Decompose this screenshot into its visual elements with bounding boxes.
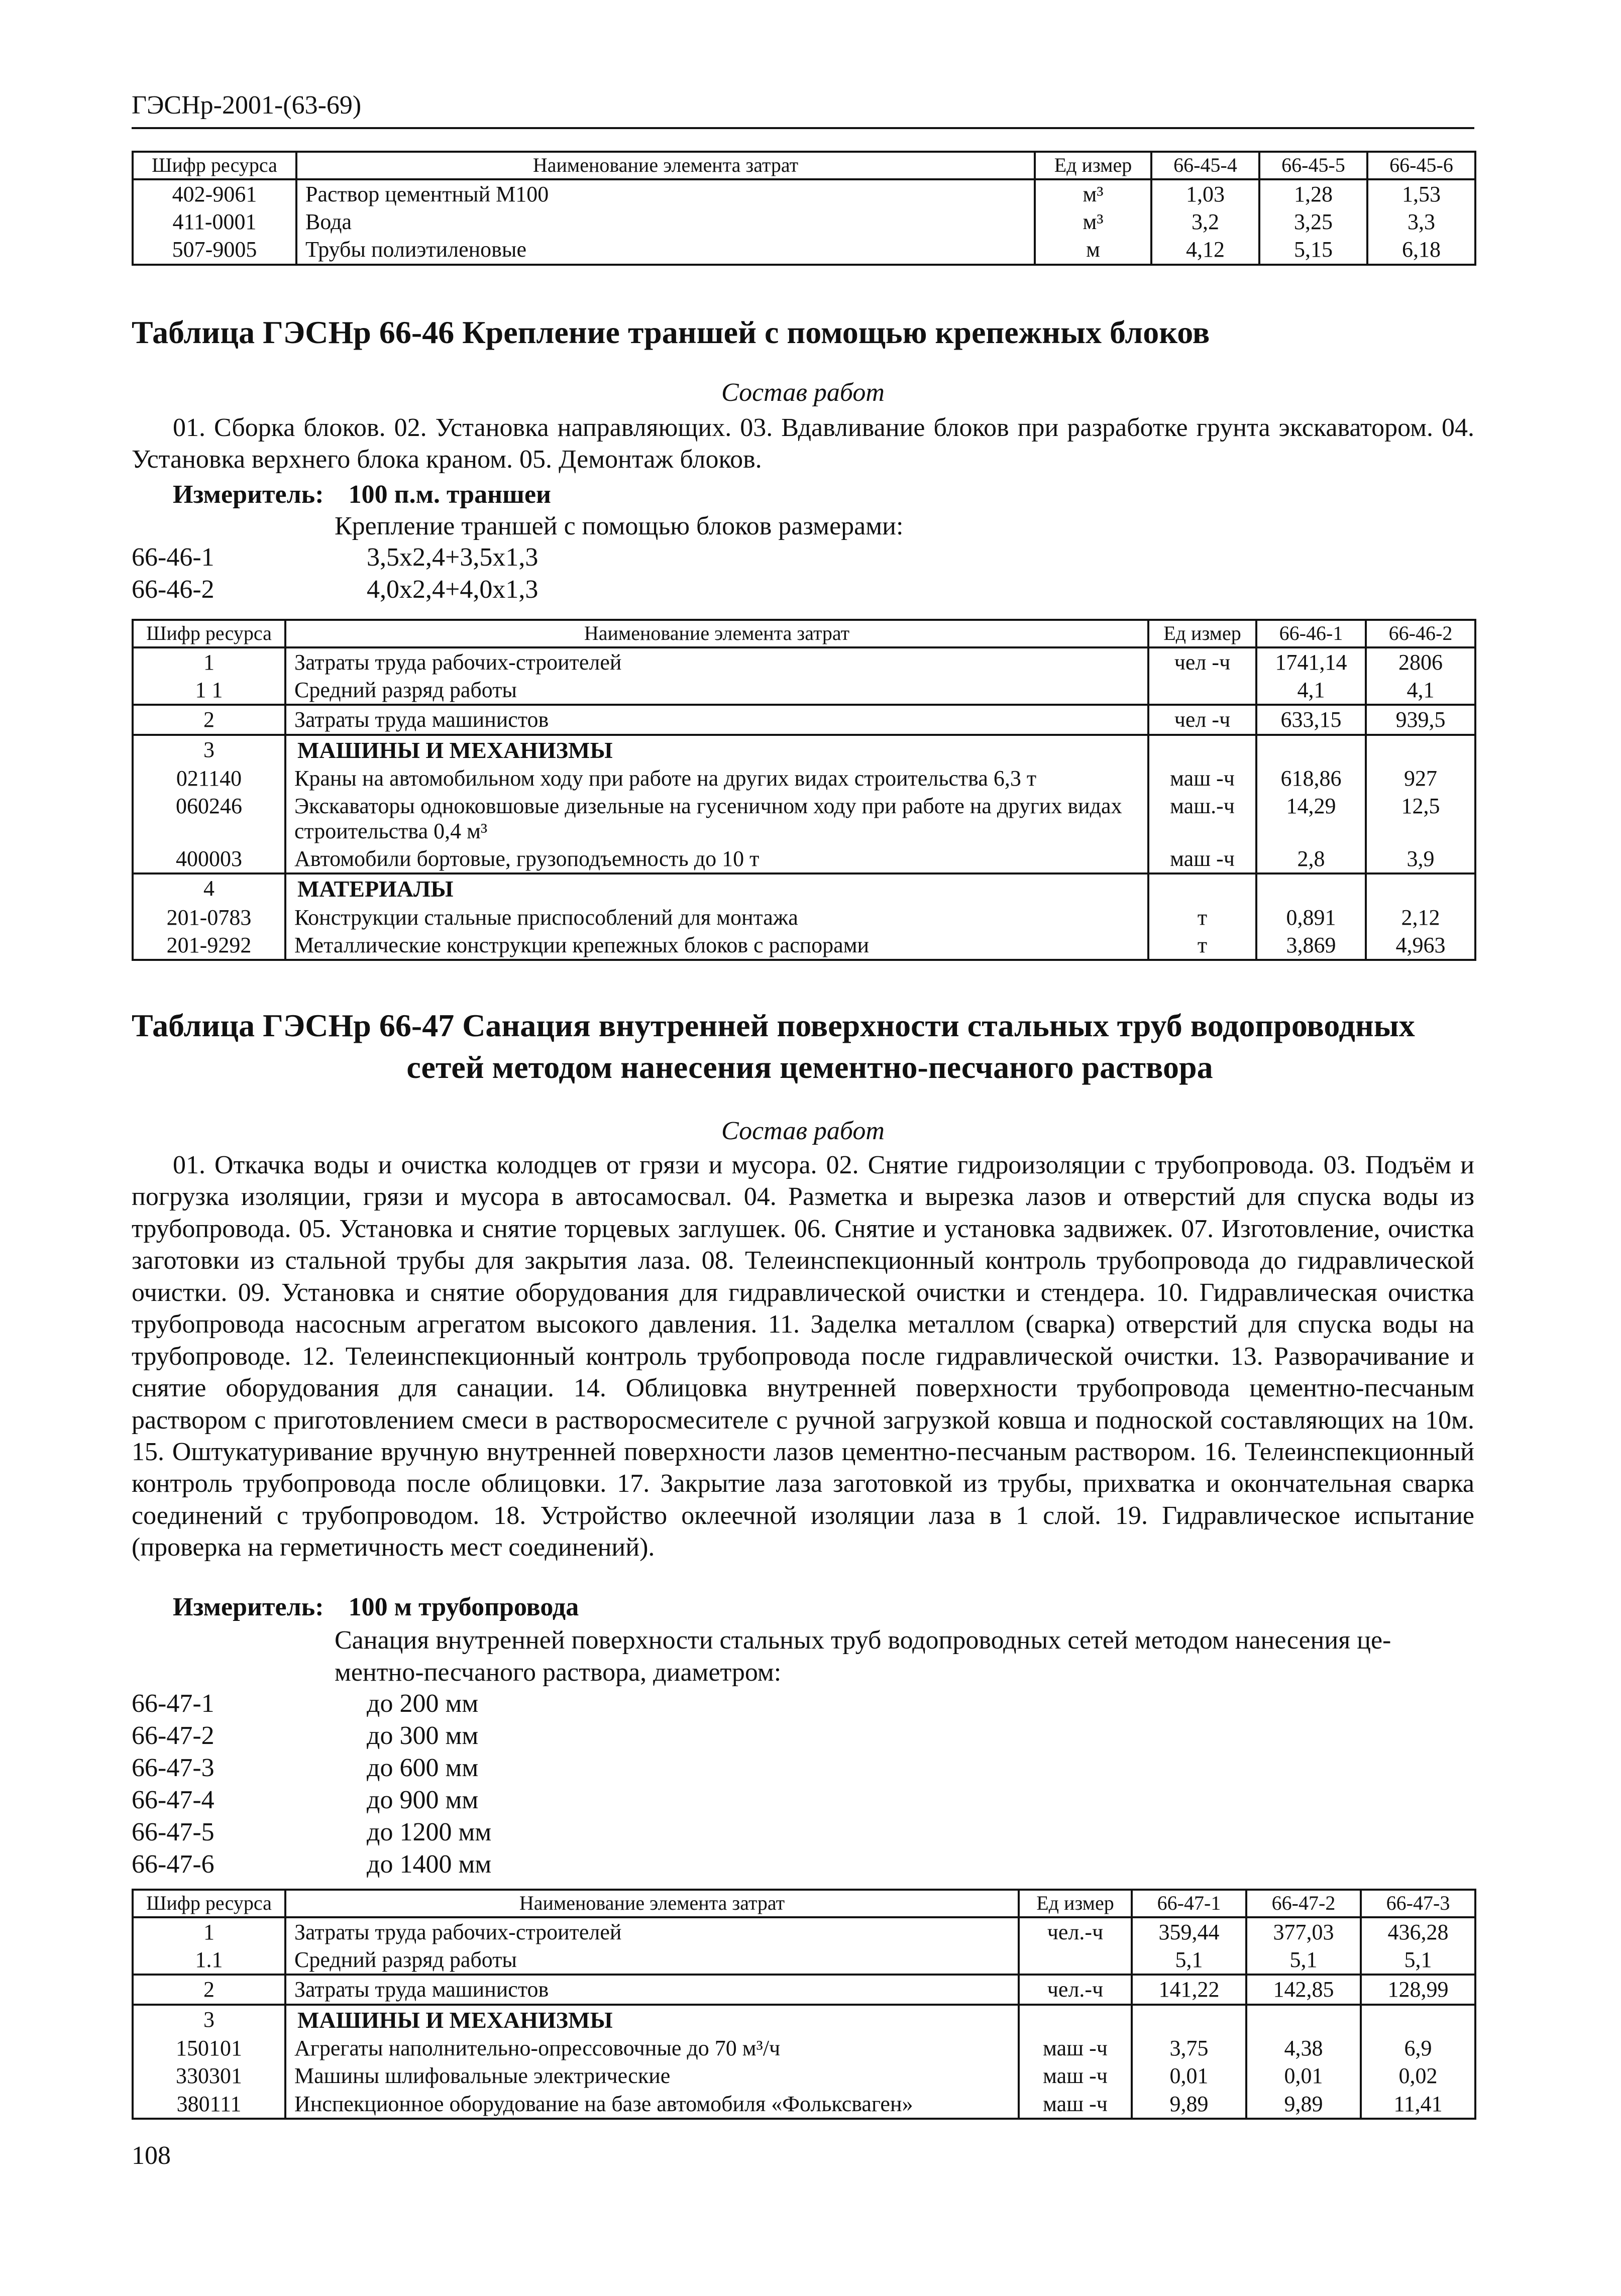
resource-code: 201-9292 xyxy=(133,931,285,960)
column-header: Ед измер xyxy=(1019,1890,1132,1917)
rate-value: 2,12 xyxy=(1366,904,1475,931)
rate-description-line1: Санация внутренней поверхности стальных труб водопроводных сетей методом нанесения це- xyxy=(335,1626,1391,1655)
element-name: Вода xyxy=(296,208,1035,236)
table-row xyxy=(133,208,1475,236)
table-row xyxy=(133,705,1475,734)
rate-parameter: до 300 мм xyxy=(367,1721,479,1750)
table-header-row xyxy=(133,152,1475,179)
table-row xyxy=(133,764,1475,792)
table-title-line1: Таблица ГЭСНр 66-47 Санация внутренней поверхности стальных труб водопроводных xyxy=(132,1008,1415,1043)
unit-of-measure xyxy=(1148,676,1256,705)
table-row xyxy=(133,904,1475,931)
table-row xyxy=(133,2034,1475,2062)
section-row xyxy=(133,735,1475,765)
rate-value: 359,44 xyxy=(1132,1917,1246,1946)
rate-value: 0,01 xyxy=(1246,2062,1361,2090)
rate-value: 4,12 xyxy=(1151,236,1259,264)
column-header: Шифр ресурса xyxy=(133,620,285,647)
section-row xyxy=(133,873,1475,904)
unit-of-measure xyxy=(1019,2005,1132,2035)
rate-value xyxy=(1246,2005,1361,2035)
table-row xyxy=(133,676,1475,705)
column-header: 66-47-1 xyxy=(1132,1890,1246,1917)
meter-row xyxy=(173,480,551,509)
rate-value: 3,3 xyxy=(1367,208,1475,236)
resource-code: 2 xyxy=(133,1975,285,2004)
rate-value xyxy=(1256,735,1366,765)
rate-code: 66-47-3 xyxy=(132,1754,214,1782)
rate-value: 9,89 xyxy=(1246,2090,1361,2119)
meter-label: Измеритель: xyxy=(173,480,324,509)
rate-value: 4,1 xyxy=(1366,676,1475,705)
rate-parameter: до 900 мм xyxy=(367,1786,479,1814)
column-header: 66-46-2 xyxy=(1366,620,1475,647)
column-header: 66-47-3 xyxy=(1361,1890,1475,1917)
element-name: Трубы полиэтиленовые xyxy=(296,236,1035,264)
rate-code: 66-47-4 xyxy=(132,1786,214,1814)
rate-value: 1741,14 xyxy=(1256,647,1366,676)
rate-value: 6,18 xyxy=(1367,236,1475,264)
rate-value: 436,28 xyxy=(1361,1917,1475,1946)
works-subheading: Состав работ xyxy=(721,1117,885,1145)
rate-value: 4,963 xyxy=(1366,931,1475,960)
rate-value: 6,9 xyxy=(1361,2034,1475,2062)
rate-parameter: 4,0x2,4+4,0x1,3 xyxy=(367,575,538,604)
unit-of-measure: маш -ч xyxy=(1148,845,1256,873)
section-row xyxy=(133,2005,1475,2035)
element-name: МАШИНЫ И МЕХАНИЗМЫ xyxy=(285,735,1148,765)
column-header: Наименование элемента затрат xyxy=(285,1890,1019,1917)
column-header: Наименование элемента затрат xyxy=(296,152,1035,179)
resource-code: 330301 xyxy=(133,2062,285,2090)
table-row xyxy=(133,1917,1475,1946)
element-name: Машины шлифовальные электрические xyxy=(285,2062,1019,2090)
unit-of-measure: м xyxy=(1035,236,1151,264)
unit-of-measure xyxy=(1148,873,1256,904)
page-number: 108 xyxy=(132,2141,171,2170)
rate-value: 3,2 xyxy=(1151,208,1259,236)
rate-value: 9,89 xyxy=(1132,2090,1246,2119)
rate-value: 1,03 xyxy=(1151,179,1259,208)
column-header: 66-45-5 xyxy=(1259,152,1367,179)
element-name: Инспекционное оборудование на базе автомобиля «Фольксваген» xyxy=(285,2090,1019,2119)
rate-value: 3,869 xyxy=(1256,931,1366,960)
table-row xyxy=(133,2062,1475,2090)
element-name: МАТЕРИАЛЫ xyxy=(285,873,1148,904)
column-header: Шифр ресурса xyxy=(133,152,296,179)
unit-of-measure: чел -ч xyxy=(1148,705,1256,734)
meter-row xyxy=(173,1592,579,1622)
unit-of-measure xyxy=(1148,735,1256,765)
unit-of-measure: маш -ч xyxy=(1148,764,1256,792)
meter-label: Измеритель: xyxy=(173,1593,324,1621)
column-header: 66-47-2 xyxy=(1246,1890,1361,1917)
rate-value: 1,53 xyxy=(1367,179,1475,208)
element-name: Автомобили бортовые, грузоподъемность до 10 т xyxy=(285,845,1148,873)
column-header: 66-45-4 xyxy=(1151,152,1259,179)
column-header: Ед измер xyxy=(1148,620,1256,647)
unit-of-measure: м³ xyxy=(1035,208,1151,236)
resource-table-66-47 xyxy=(132,1889,1476,2120)
rate-code: 66-47-5 xyxy=(132,1818,214,1846)
works-description: 01. Сборка блоков. 02. Установка направляющих. 03. Вдавливание блоков при разработке грунта экскаватором. 04. Установка верхнего блока краном. 05. Демонтаж блоков. xyxy=(132,413,1474,474)
resource-code: 3 xyxy=(133,2005,285,2035)
unit-of-measure: маш -ч xyxy=(1019,2090,1132,2119)
page-header: ГЭСНр-2001-(63-69) xyxy=(132,90,1474,129)
unit-of-measure: м³ xyxy=(1035,179,1151,208)
rate-value xyxy=(1132,2005,1246,2035)
column-header: Наименование элемента затрат xyxy=(285,620,1148,647)
rate-value: 3,25 xyxy=(1259,208,1367,236)
rate-parameter: до 1400 мм xyxy=(367,1850,492,1879)
rate-value: 11,41 xyxy=(1361,2090,1475,2119)
works-description: 01. Откачка воды и очистка колодцев от грязи и мусора. 02. Снятие гидроизоляции с трубопровода. 03. Подъём и погрузка изоляции, грязи и мусора в автосамосвал. 04. Разметка и вырезка лазов и отверстий для спуска воды из трубопровода. 05. Установка и снятие торцевых заглушек. 06. Снятие и установка задвижек. 07. Изготовление, очистка заготовки из стальной трубы для закрытия лаза. 08. Телеинспекционный контроль трубопровода до гидравлической очистки. 09. Установка и снятие оборудования для гидравлической очистки и стендера. 10. Гидравлическая очистка трубопровода насосным агрегатом высокого давления. 11. Заделка металлом (сварка) отверстий для спуска воды на трубопроводе. 12. Телеинспекционный контроль трубопровода после гидравлической очистки. 13. Разворачивание и снятие оборудования для санации. 14. Облицовка внутренней поверхности трубопровода цементно-песчаным раствором с приготовлением смеси в растворосмесителе с ручной загрузкой ковша и подноской составляющих на 10м. 15. Оштукатуривание вручную внутренней поверхности лазов цементно-песчаным раствором. 16. Телеинспекционный контроль трубопровода после облицовки. 17. Закрытие лаза заготовкой из трубы, прихватка и окончательная сварка соединений с трубопроводом. 18. Устройство оклеечной изоляции лаза в 1 слой. 19. Гидравлическое испытание (проверка на герметичность мест соединений). xyxy=(132,1151,1474,1562)
resource-code: 2 xyxy=(133,705,285,734)
element-name: Затраты труда машинистов xyxy=(285,705,1148,734)
element-name: МАШИНЫ И МЕХАНИЗМЫ xyxy=(285,2005,1019,2035)
rate-value: 141,22 xyxy=(1132,1975,1246,2004)
unit-of-measure: чел -ч xyxy=(1148,647,1256,676)
unit-of-measure xyxy=(1019,1946,1132,1975)
table-row xyxy=(133,236,1475,264)
rate-value: 939,5 xyxy=(1366,705,1475,734)
table-row xyxy=(133,179,1475,208)
element-name: Краны на автомобильном ходу при работе на других видах строительства 6,3 т xyxy=(285,764,1148,792)
rate-value xyxy=(1366,873,1475,904)
rate-value: 1,28 xyxy=(1259,179,1367,208)
rate-code: 66-47-2 xyxy=(132,1721,214,1750)
rate-value: 5,1 xyxy=(1132,1946,1246,1975)
rate-value: 633,15 xyxy=(1256,705,1366,734)
rate-description: Крепление траншей с помощью блоков размерами: xyxy=(335,512,904,540)
table-title-line2: сетей методом нанесения цементно-песчаного раствора xyxy=(406,1049,1213,1085)
meter-value: 100 п.м. траншеи xyxy=(348,480,551,509)
rate-value: 14,29 xyxy=(1256,792,1366,845)
resource-code: 3 xyxy=(133,735,285,765)
column-header: Шифр ресурса xyxy=(133,1890,285,1917)
unit-of-measure: т xyxy=(1148,904,1256,931)
rate-value: 142,85 xyxy=(1246,1975,1361,2004)
rate-description-line2: ментно-песчаного раствора, диаметром: xyxy=(335,1658,782,1687)
element-name: Средний разряд работы xyxy=(285,676,1148,705)
rate-value xyxy=(1366,735,1475,765)
table-header-row xyxy=(133,620,1475,647)
resource-code: 4 xyxy=(133,873,285,904)
element-name: Агрегаты наполнительно-опрессовочные до 70 м³/ч xyxy=(285,2034,1019,2062)
rate-value: 2806 xyxy=(1366,647,1475,676)
rate-value: 12,5 xyxy=(1366,792,1475,845)
rate-value xyxy=(1256,873,1366,904)
resource-code: 1.1 xyxy=(133,1946,285,1975)
unit-of-measure: маш -ч xyxy=(1019,2062,1132,2090)
rate-value: 3,75 xyxy=(1132,2034,1246,2062)
resource-code: 402-9061 xyxy=(133,179,296,208)
works-subheading: Состав работ xyxy=(721,378,885,407)
table-row xyxy=(133,845,1475,873)
unit-of-measure: чел.-ч xyxy=(1019,1917,1132,1946)
resource-code: 380111 xyxy=(133,2090,285,2119)
column-header: 66-46-1 xyxy=(1256,620,1366,647)
rate-parameter: 3,5x2,4+3,5x1,3 xyxy=(367,543,538,572)
resource-code: 1 1 xyxy=(133,676,285,705)
meter-value: 100 м трубопровода xyxy=(348,1593,579,1621)
column-header: 66-45-6 xyxy=(1367,152,1475,179)
table-row xyxy=(133,931,1475,960)
table-title-66-47 xyxy=(132,1005,1488,1088)
rate-parameter: до 1200 мм xyxy=(367,1818,492,1846)
rate-value xyxy=(1361,2005,1475,2035)
rate-value: 128,99 xyxy=(1361,1975,1475,2004)
table-row xyxy=(133,647,1475,676)
resource-code: 060246 xyxy=(133,792,285,845)
element-name: Раствор цементный М100 xyxy=(296,179,1035,208)
unit-of-measure: маш -ч xyxy=(1019,2034,1132,2062)
table-row xyxy=(133,2090,1475,2119)
rate-value: 0,01 xyxy=(1132,2062,1246,2090)
element-name: Средний разряд работы xyxy=(285,1946,1019,1975)
unit-of-measure: маш.-ч xyxy=(1148,792,1256,845)
table-title-66-46: Таблица ГЭСНр 66-46 Крепление траншей с помощью крепежных блоков xyxy=(132,314,1210,350)
resource-code: 1 xyxy=(133,647,285,676)
table-row xyxy=(133,1946,1475,1975)
resource-code: 507-9005 xyxy=(133,236,296,264)
resource-code: 150101 xyxy=(133,2034,285,2062)
rate-value: 4,38 xyxy=(1246,2034,1361,2062)
rate-code: 66-47-1 xyxy=(132,1689,214,1718)
element-name: Затраты труда машинистов xyxy=(285,1975,1019,2004)
rate-value: 4,1 xyxy=(1256,676,1366,705)
table-row xyxy=(133,792,1475,845)
element-name: Затраты труда рабочих-строителей xyxy=(285,1917,1019,1946)
rate-parameter: до 200 мм xyxy=(367,1689,479,1718)
rate-value: 0,02 xyxy=(1361,2062,1475,2090)
rate-value: 5,1 xyxy=(1246,1946,1361,1975)
table-header-row xyxy=(133,1890,1475,1917)
rate-value: 618,86 xyxy=(1256,764,1366,792)
resource-code: 400003 xyxy=(133,845,285,873)
element-name: Затраты труда рабочих-строителей xyxy=(285,647,1148,676)
unit-of-measure: чел.-ч xyxy=(1019,1975,1132,2004)
rate-parameter: до 600 мм xyxy=(367,1754,479,1782)
resource-code: 1 xyxy=(133,1917,285,1946)
element-name: Конструкции стальные приспособлений для монтажа xyxy=(285,904,1148,931)
element-name: Металлические конструкции крепежных блоков с распорами xyxy=(285,931,1148,960)
rate-value: 5,1 xyxy=(1361,1946,1475,1975)
rate-value: 2,8 xyxy=(1256,845,1366,873)
unit-of-measure: т xyxy=(1148,931,1256,960)
rate-value: 0,891 xyxy=(1256,904,1366,931)
resource-code: 021140 xyxy=(133,764,285,792)
rate-value: 3,9 xyxy=(1366,845,1475,873)
column-header: Ед измер xyxy=(1035,152,1151,179)
rate-value: 377,03 xyxy=(1246,1917,1361,1946)
rate-value: 5,15 xyxy=(1259,236,1367,264)
resource-code: 411-0001 xyxy=(133,208,296,236)
rate-code: 66-46-2 xyxy=(132,575,214,604)
element-name: Экскаваторы одноковшовые дизельные на гусеничном ходу при работе на других видах строительства 0,4 м³ xyxy=(285,792,1148,845)
resource-table-66-45 xyxy=(132,151,1476,266)
table-row xyxy=(133,1975,1475,2004)
resource-code: 201-0783 xyxy=(133,904,285,931)
rate-code: 66-47-6 xyxy=(132,1850,214,1879)
resource-table-66-46 xyxy=(132,619,1476,961)
rate-code: 66-46-1 xyxy=(132,543,214,572)
rate-value: 927 xyxy=(1366,764,1475,792)
